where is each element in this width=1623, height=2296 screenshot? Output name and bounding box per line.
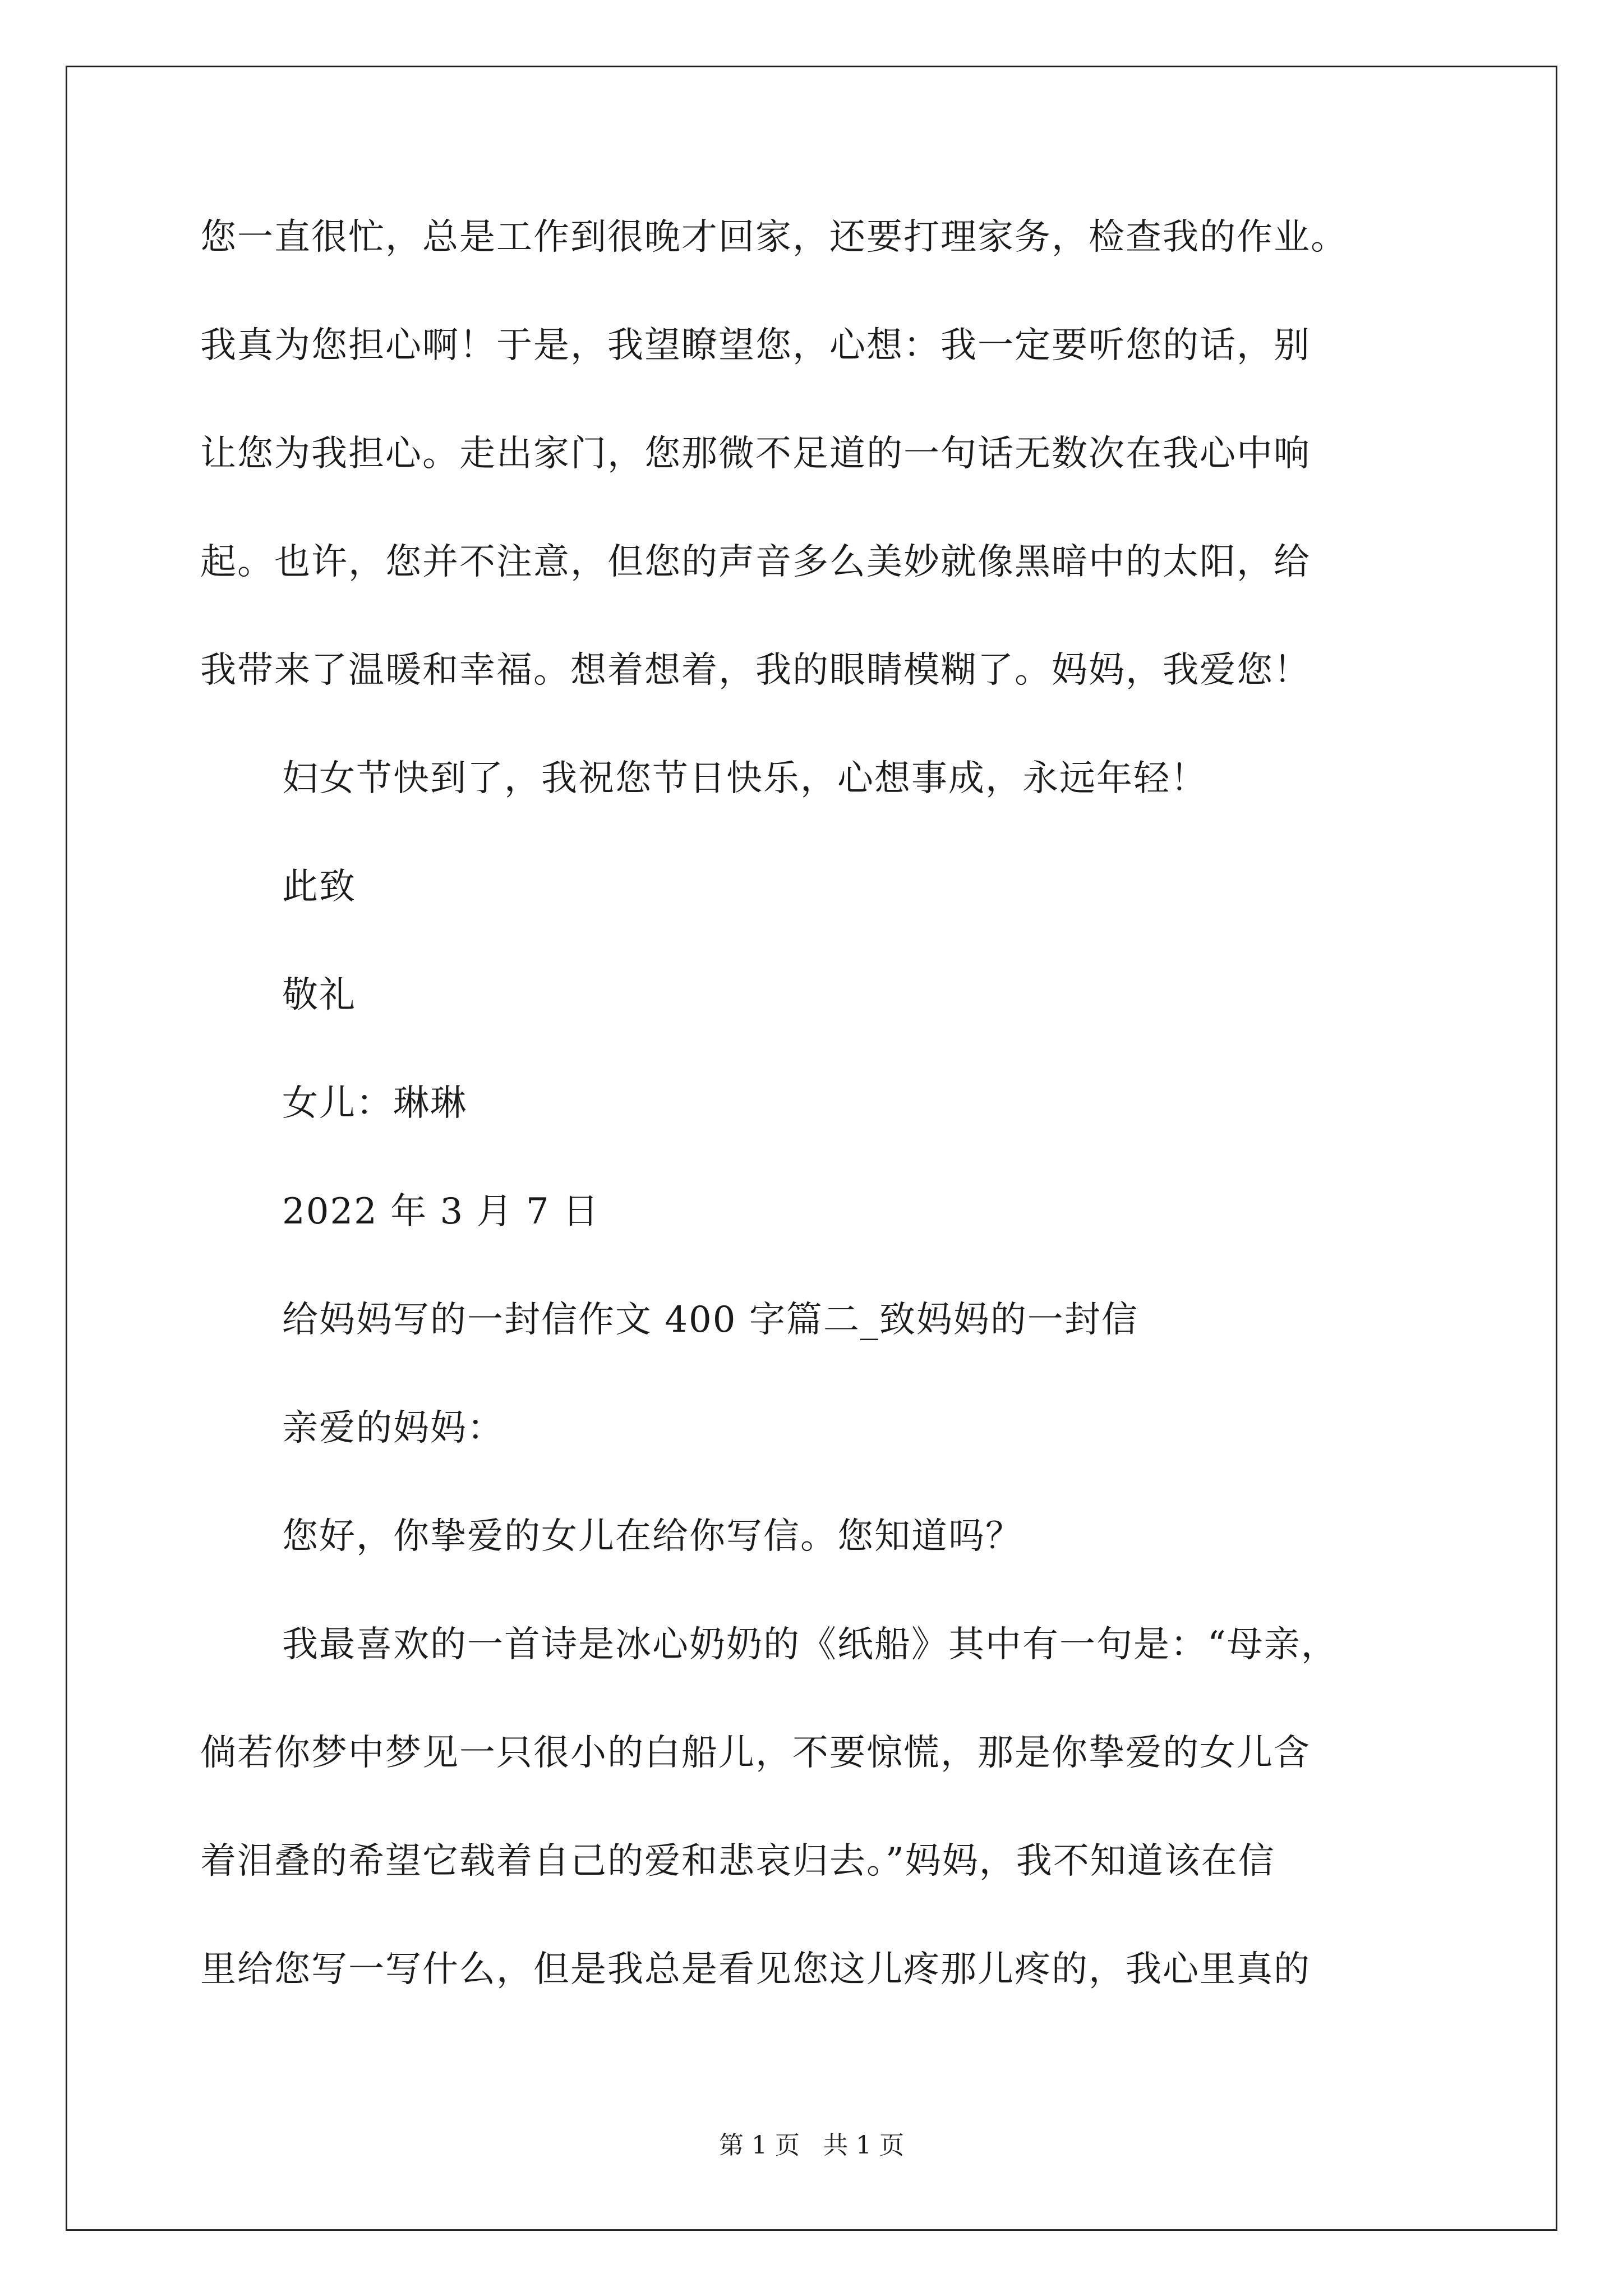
paragraph-line: 我真为您担心啊！于是，我望瞭望您，心想：我一定要听您的话，别 [200,325,1311,366]
paragraph-line: 妇女节快到了，我祝您节日快乐，心想事成，永远年轻！ [282,758,1207,799]
closing-regards: 敬礼 [282,974,356,1016]
paragraph-line: 您好，你挚爱的女儿在给你写信。您知道吗？ [282,1516,1022,1557]
page-total: 共 1 页 [823,2131,904,2160]
page-border [66,66,1557,2231]
paragraph-line: 倘若你梦中梦见一只很小的白船儿，不要惊慌，那是你挚爱的女儿含 [200,1732,1311,1774]
page-number: 第 1 页 [719,2131,800,2160]
paragraph-line: 我最喜欢的一首诗是冰心奶奶的《纸船》其中有一句是：“母亲， [282,1624,1338,1665]
greeting: 亲爱的妈妈： [282,1407,504,1449]
signature: 女儿：琳琳 [282,1083,467,1124]
paragraph-line: 起。也许，您并不注意，但您的声音多么美妙就像黑暗中的太阳，给 [200,541,1311,583]
paragraph-line: 您一直很忙，总是工作到很晚才回家，还要打理家务，检查我的作业。 [200,217,1348,258]
paragraph-line: 着泪叠的希望它载着自己的爱和悲哀归去。”妈妈，我不知道该在信 [200,1841,1275,1882]
closing-salutation: 此致 [282,866,356,908]
paragraph-line: 我带来了温暖和幸福。想着想着，我的眼睛模糊了。妈妈，我爱您！ [200,650,1311,691]
paragraph-line: 让您为我担心。走出家门，您那微不足道的一句话无数次在我心中响 [200,433,1311,475]
page-footer [0,2130,1623,2161]
section-title: 给妈妈写的一封信作文 400 字篇二_致妈妈的一封信 [282,1299,1138,1341]
letter-date: 2022 年 3 月 7 日 [282,1191,600,1232]
paragraph-line: 里给您写一写什么，但是我总是看见您这儿疼那儿疼的，我心里真的 [200,1949,1311,1990]
